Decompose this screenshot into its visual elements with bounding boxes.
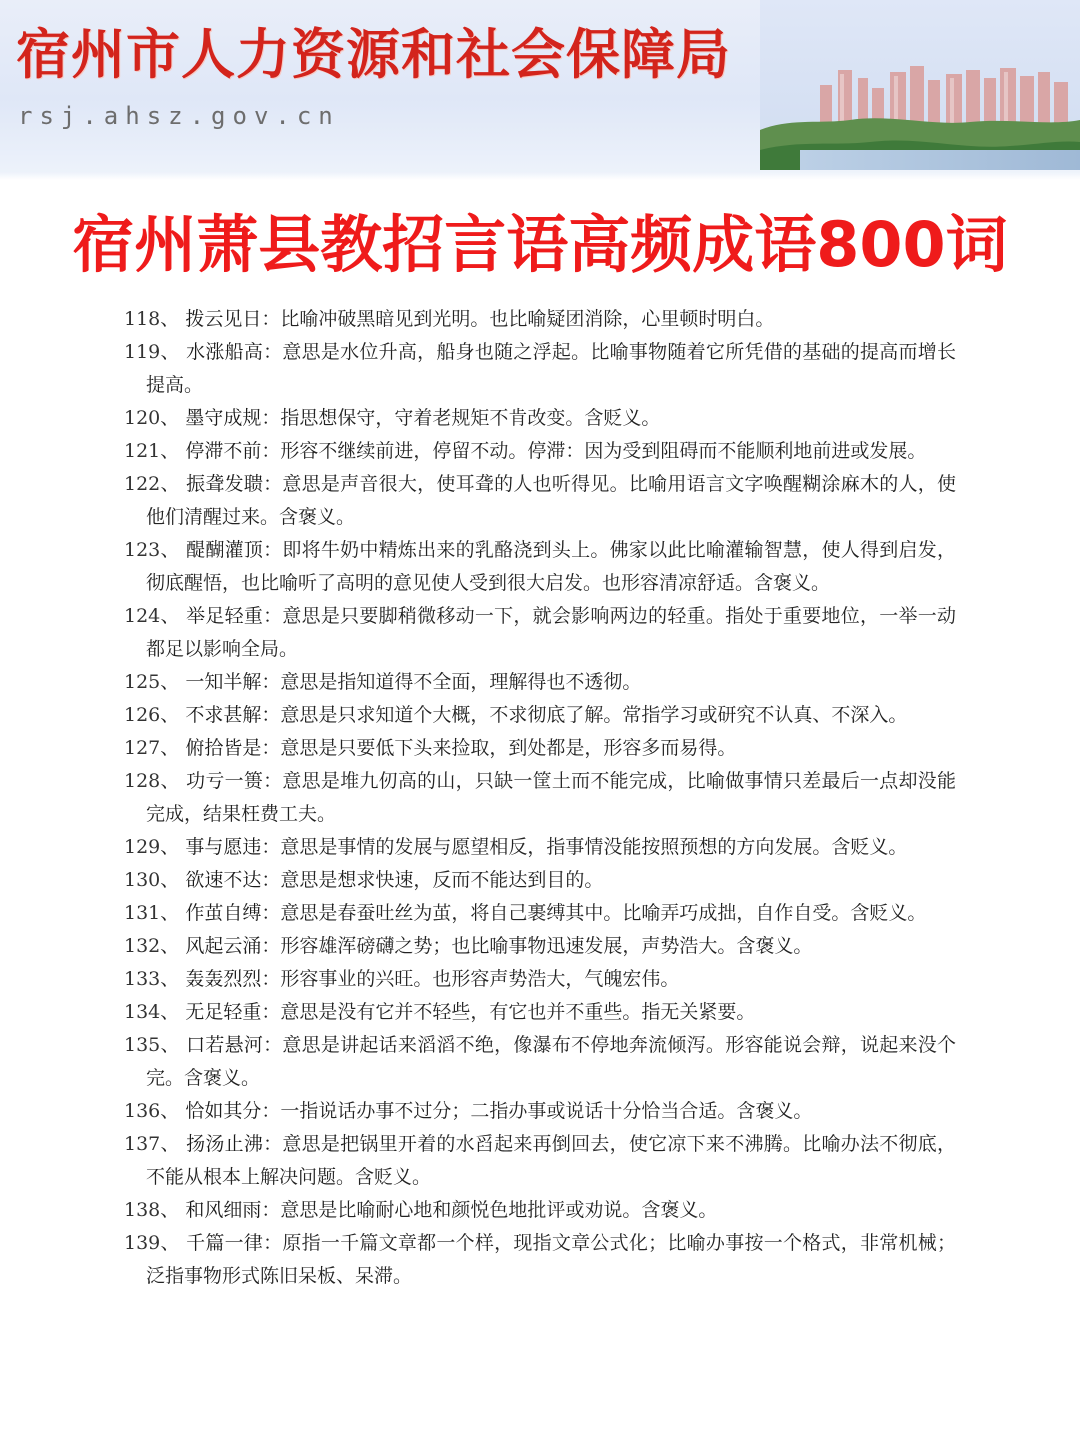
entry-colon: ： xyxy=(261,968,281,990)
entry-number: 136 xyxy=(124,1100,161,1122)
entry-separator: 、 xyxy=(160,704,186,726)
entry-separator: 、 xyxy=(160,836,186,858)
entry-number: 130 xyxy=(124,869,161,891)
entry-definition: 意思是只求知道个大概，不求彻底了解。常指学习或研究不认真、不深入。 xyxy=(280,704,908,726)
entry-number: 134 xyxy=(124,1001,161,1023)
banner-title: 宿州市人力资源和社会保障局 xyxy=(16,23,731,86)
idiom-list xyxy=(124,303,956,1293)
idiom-entry xyxy=(124,963,956,996)
entry-definition: 指思想保守，守着老规矩不肯改变。含贬义。 xyxy=(280,407,661,429)
entry-colon: ： xyxy=(261,308,281,330)
entry-separator: 、 xyxy=(160,935,186,957)
idiom-entry xyxy=(124,1227,956,1293)
entry-term: 举足轻重 xyxy=(186,605,264,627)
entry-separator: 、 xyxy=(160,1199,186,1221)
entry-colon: ： xyxy=(263,1232,283,1254)
banner-fade xyxy=(0,172,1080,180)
idiom-entry xyxy=(124,897,956,930)
idiom-entry xyxy=(124,534,956,600)
entry-number: 138 xyxy=(124,1199,161,1221)
entry-colon: ： xyxy=(263,341,283,363)
entry-number: 132 xyxy=(124,935,161,957)
entry-colon: ： xyxy=(263,1034,283,1056)
entry-separator: 、 xyxy=(160,473,187,495)
idiom-entry xyxy=(124,996,956,1029)
entry-number: 126 xyxy=(124,704,161,726)
entry-number: 131 xyxy=(124,902,161,924)
entry-separator: 、 xyxy=(160,605,187,627)
entry-definition: 意思是春蚕吐丝为茧，将自己裹缚其中。比喻弄巧成拙，自作自受。含贬义。 xyxy=(280,902,927,924)
entry-separator: 、 xyxy=(160,1001,186,1023)
idiom-entry xyxy=(124,864,956,897)
entry-colon: ： xyxy=(261,407,281,429)
entry-definition: 意思是指知道得不全面，理解得也不透彻。 xyxy=(280,671,642,693)
entry-separator: 、 xyxy=(160,341,187,363)
entry-definition: 意思是声音很大，使耳聋的人也听得见。比喻用语言文字唤醒糊涂麻木的人，使他们清醒过来。含褒义。 xyxy=(146,473,956,528)
entry-number: 137 xyxy=(124,1133,161,1155)
entry-number: 118 xyxy=(124,308,161,330)
entry-separator: 、 xyxy=(160,671,186,693)
entry-term: 拨云见日 xyxy=(185,308,262,330)
entry-separator: 、 xyxy=(160,902,186,924)
entry-definition: 即将牛奶中精炼出来的乳酪浇到头上。佛家以此比喻灌输智慧，使人得到启发，彻底醒悟，也比喻听了高明的意见使人受到很大启发。也形容清凉舒适。含褒义。 xyxy=(146,539,956,594)
idiom-entry xyxy=(124,336,956,402)
entry-number: 124 xyxy=(124,605,161,627)
document-title: 宿州萧县教招言语高频成语800词 xyxy=(72,208,1008,281)
entry-definition: 一指说话办事不过分；二指办事或说话十分恰当合适。含褒义。 xyxy=(280,1100,813,1122)
entry-definition: 意思是没有它并不轻些，有它也并不重些。指无关紧要。 xyxy=(280,1001,756,1023)
entry-colon: ： xyxy=(261,737,281,759)
entry-definition: 形容事业的兴旺。也形容声势浩大，气魄宏伟。 xyxy=(280,968,680,990)
entry-number: 123 xyxy=(124,539,161,561)
entry-term: 恰如其分 xyxy=(185,1100,262,1122)
entry-number: 129 xyxy=(124,836,161,858)
entry-separator: 、 xyxy=(160,407,186,429)
entry-separator: 、 xyxy=(160,539,187,561)
entry-definition: 意思是只要脚稍微移动一下，就会影响两边的轻重。指处于重要地位，一举一动都足以影响全局。 xyxy=(146,605,956,660)
entry-separator: 、 xyxy=(160,737,186,759)
entry-number: 121 xyxy=(124,440,161,462)
entry-definition: 意思是事情的发展与愿望相反，指事情没能按照预想的方向发展。含贬义。 xyxy=(280,836,908,858)
entry-definition: 意思是只要低下头来捡取，到处都是，形容多而易得。 xyxy=(280,737,737,759)
entry-number: 127 xyxy=(124,737,161,759)
entry-colon: ： xyxy=(261,902,281,924)
entry-number: 133 xyxy=(124,968,161,990)
idiom-entry xyxy=(124,699,956,732)
entry-term: 停滞不前 xyxy=(185,440,262,462)
entry-term: 不求甚解 xyxy=(185,704,262,726)
entry-term: 和风细雨 xyxy=(185,1199,262,1221)
entry-separator: 、 xyxy=(160,770,187,792)
idiom-entry xyxy=(124,468,956,534)
entry-definition: 意思是比喻耐心地和颜悦色地批评或劝说。含褒义。 xyxy=(280,1199,718,1221)
entry-term: 口若悬河 xyxy=(186,1034,264,1056)
entry-term: 无足轻重 xyxy=(185,1001,262,1023)
entry-separator: 、 xyxy=(160,1232,187,1254)
entry-term: 作茧自缚 xyxy=(185,902,262,924)
idiom-entry xyxy=(124,732,956,765)
idiom-entry xyxy=(124,1128,956,1194)
entry-term: 千篇一律 xyxy=(186,1232,264,1254)
idiom-entry xyxy=(124,1029,956,1095)
entry-separator: 、 xyxy=(160,440,186,462)
entry-definition: 意思是把锅里开着的水舀起来再倒回去，使它凉下来不沸腾。比喻办法不彻底，不能从根本上解决问题。含贬义。 xyxy=(146,1133,956,1188)
entry-separator: 、 xyxy=(160,1133,187,1155)
idiom-entry xyxy=(124,1095,956,1128)
entry-definition: 意思是堆九仞高的山，只缺一筐土而不能完成，比喻做事情只差最后一点却没能完成，结果枉费工夫。 xyxy=(146,770,956,825)
entry-number: 122 xyxy=(124,473,161,495)
entry-term: 扬汤止沸 xyxy=(186,1133,264,1155)
idiom-entry xyxy=(124,765,956,831)
entry-term: 俯拾皆是 xyxy=(185,737,262,759)
entry-term: 墨守成规 xyxy=(185,407,262,429)
entry-term: 风起云涌 xyxy=(185,935,262,957)
entry-number: 135 xyxy=(124,1034,161,1056)
entry-term: 醍醐灌顶 xyxy=(186,539,264,561)
entry-definition: 意思是讲起话来滔滔不绝，像瀑布不停地奔流倾泻。形容能说会辩，说起来没个完。含褒义。 xyxy=(146,1034,956,1089)
entry-separator: 、 xyxy=(160,869,186,891)
idiom-entry xyxy=(124,402,956,435)
entry-colon: ： xyxy=(261,869,281,891)
entry-colon: ： xyxy=(261,1001,281,1023)
idiom-entry xyxy=(124,435,956,468)
entry-colon: ： xyxy=(263,1133,283,1155)
entry-term: 功亏一篑 xyxy=(186,770,264,792)
entry-definition: 形容不继续前进，停留不动。停滞：因为受到阻碍而不能顺利地前进或发展。 xyxy=(280,440,927,462)
entry-definition: 意思是水位升高，船身也随之浮起。比喻事物随着它所凭借的基础的提高而增长提高。 xyxy=(146,341,956,396)
entry-definition: 形容雄浑磅礴之势；也比喻事物迅速发展，声势浩大。含褒义。 xyxy=(280,935,813,957)
entry-colon: ： xyxy=(261,1100,281,1122)
idiom-entry xyxy=(124,831,956,864)
entry-colon: ： xyxy=(261,935,281,957)
entry-separator: 、 xyxy=(160,1100,186,1122)
idiom-entry xyxy=(124,930,956,963)
entry-term: 水涨船高 xyxy=(186,341,264,363)
entry-number: 139 xyxy=(124,1232,161,1254)
entry-number: 119 xyxy=(124,341,161,363)
entry-term: 轰轰烈烈 xyxy=(185,968,262,990)
entry-colon: ： xyxy=(261,704,281,726)
entry-colon: ： xyxy=(261,671,281,693)
idiom-entry xyxy=(124,1194,956,1227)
entry-definition: 比喻冲破黑暗见到光明。也比喻疑团消除，心里顿时明白。 xyxy=(280,308,775,330)
header-banner xyxy=(0,0,1080,180)
entry-number: 125 xyxy=(124,671,161,693)
entry-term: 事与愿违 xyxy=(185,836,262,858)
idiom-entry xyxy=(124,303,956,336)
entry-separator: 、 xyxy=(160,968,186,990)
entry-colon: ： xyxy=(263,539,283,561)
entry-colon: ： xyxy=(261,1199,281,1221)
entry-term: 欲速不达 xyxy=(185,869,262,891)
city-skyline-image xyxy=(760,0,1080,180)
entry-term: 振聋发聩 xyxy=(186,473,264,495)
entry-colon: ： xyxy=(261,440,281,462)
idiom-entry xyxy=(124,666,956,699)
entry-colon: ： xyxy=(261,836,281,858)
entry-colon: ： xyxy=(263,770,283,792)
entry-definition: 意思是想求快速，反而不能达到目的。 xyxy=(280,869,604,891)
entry-colon: ： xyxy=(263,605,283,627)
entry-number: 120 xyxy=(124,407,161,429)
entry-colon: ： xyxy=(263,473,283,495)
idiom-entry xyxy=(124,600,956,666)
entry-separator: 、 xyxy=(160,1034,187,1056)
entry-separator: 、 xyxy=(160,308,186,330)
entry-number: 128 xyxy=(124,770,161,792)
entry-term: 一知半解 xyxy=(185,671,262,693)
banner-url: rsj.ahsz.gov.cn xyxy=(18,102,340,130)
entry-definition: 原指一千篇文章都一个样，现指文章公式化；比喻办事按一个格式，非常机械；泛指事物形式陈旧呆板、呆滞。 xyxy=(146,1232,956,1287)
